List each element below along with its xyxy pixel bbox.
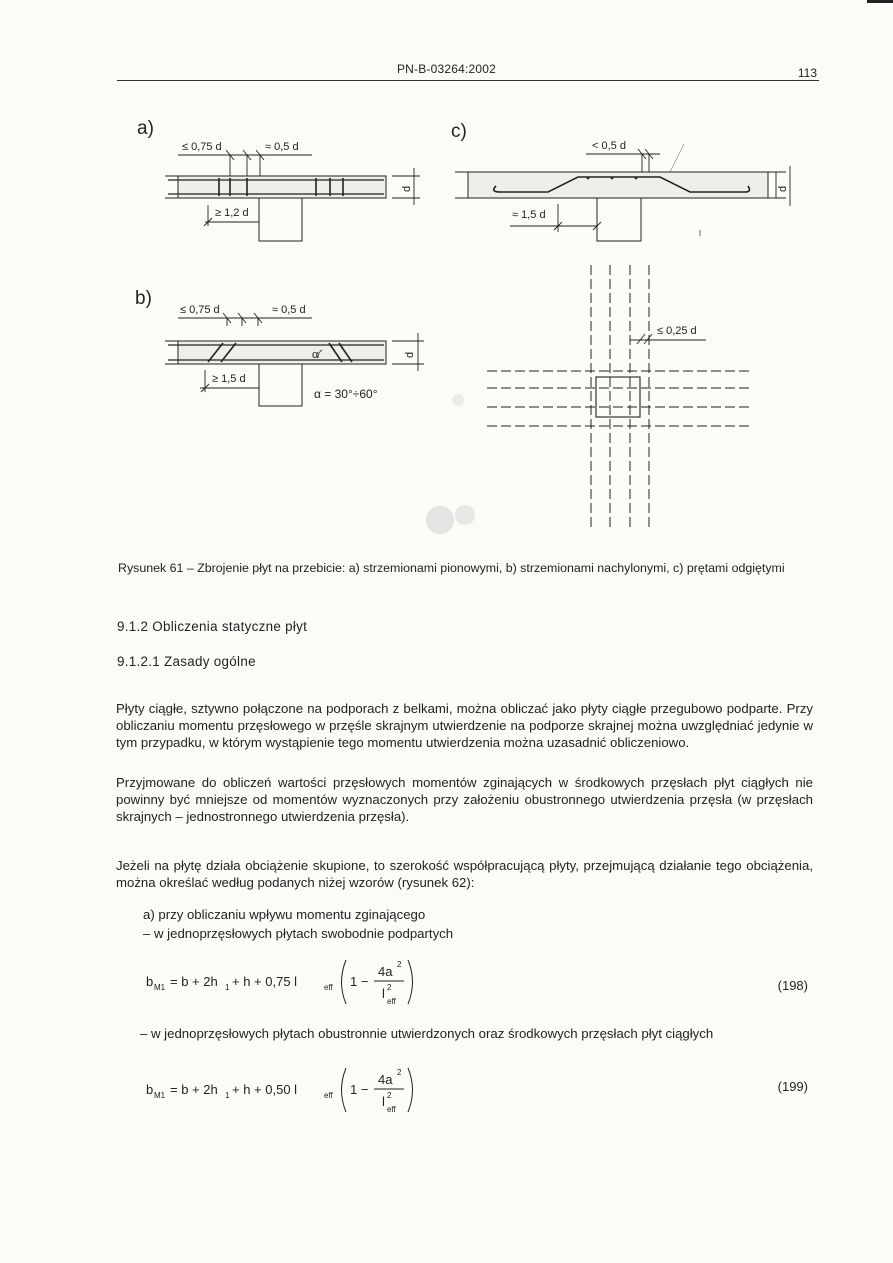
formula-198-num-sup: 2 (397, 960, 402, 969)
formula-198-den: l (382, 986, 385, 1001)
formula-199-rhs: = b + 2h (170, 1082, 218, 1097)
formula-199-mid: + h + 0,50 l (232, 1082, 298, 1097)
panel-a-label: a) (137, 118, 154, 139)
panel-a-dim-depth: d (401, 185, 413, 192)
panel-c-dim-plan: ≤ 0,25 d (657, 325, 697, 337)
panel-c (451, 121, 790, 241)
formula-198-num: 4a (378, 964, 393, 979)
panel-c-label: c) (451, 121, 467, 142)
panel-c-dim-bend: ≈ 1,5 d (512, 209, 546, 221)
formula-199-den: l (382, 1094, 385, 1109)
formula-198-one-minus: 1 − (350, 974, 369, 989)
formula-199 (146, 1060, 466, 1120)
formula-199-num-sup: 2 (397, 1068, 402, 1077)
paragraph-3: Jeżeli na płytę działa obciążenie skupione, to szerokość współpracującą płyty, przejmującą działanie tego obciążenia, można określać według podanych niżej wzorów (rysunek 62): (116, 858, 813, 890)
panel-c-dim-depth: d (777, 185, 789, 192)
list-item-a: a) przy obliczaniu wpływu momentu zginającego (143, 907, 426, 922)
equation-number-198: (198) (777, 978, 808, 993)
panel-b-dim-depth: d (404, 351, 416, 358)
formula-199-den-sup: 2 (387, 1091, 392, 1100)
formula-198 (146, 952, 466, 1012)
formula-198-rhs: = b + 2h (170, 974, 218, 989)
panel-b-dim-half: ≈ 0,5 d (272, 304, 306, 316)
formula-199-den-sub: eff (387, 1105, 396, 1114)
panel-a-dim-spacing: ≤ 0,75 d (182, 141, 222, 153)
list-item-case-2: – w jednoprzęsłowych płytach obustronnie utwierdzonych oraz środkowych przęsłach płyt ciągłych (140, 1026, 714, 1041)
panel-c-plan (487, 265, 750, 528)
formula-199-h-sub: 1 (225, 1091, 230, 1100)
equation-number-199: (199) (777, 1079, 808, 1094)
list-item-case-1: – w jednoprzęsłowych płytach swobodnie podpartych (143, 926, 454, 941)
figure-caption: Rysunek 61 – Zbrojenie płyt na przebicie: a) strzemionami pionowymi, b) strzemionami nachylonymi, c) prętami odgiętymi (118, 561, 785, 575)
formula-199-l-sub: eff (324, 1091, 333, 1100)
formula-198-h-sub: 1 (225, 983, 230, 992)
formula-198-den-sup: 2 (387, 983, 392, 992)
figure-61-drawings (0, 0, 893, 600)
header-standard-code: PN-B-03264:2002 (396, 62, 497, 76)
panel-b-dim-support: ≥ 1,5 d (212, 373, 246, 385)
panel-a (137, 118, 420, 241)
page-number: 113 (797, 66, 817, 80)
panel-a-dim-half: ≈ 0,5 d (265, 141, 299, 153)
formula-198-den-sub: eff (387, 997, 396, 1006)
panel-b-label: b) (135, 288, 152, 309)
panel-c-dim-top: < 0,5 d (592, 140, 626, 152)
formula-198-mid: + h + 0,75 l (232, 974, 298, 989)
panel-a-dim-support: ≥ 1,2 d (215, 207, 249, 219)
panel-b-angle-symbol: α (312, 349, 319, 361)
scan-noise (426, 394, 475, 534)
formula-198-l-sub: eff (324, 983, 333, 992)
formula-199-one-minus: 1 − (350, 1082, 369, 1097)
panel-b (135, 288, 424, 406)
formula-199-lhs-sub: M1 (154, 1091, 166, 1100)
panel-b-angle-range: α = 30°÷60° (314, 387, 378, 401)
paragraph-2: Przyjmowane do obliczeń wartości przęsłowych momentów zginających w środkowych przęsłach płyt ciągłych nie powinny być mniejsze od momentów wyznaczonych przy założeniu obustronnego utwierdzenia przęsła (w przęsłach skrajnych – jednostronnego utwierdzenia przęsła). (116, 775, 813, 824)
panel-b-dim-spacing: ≤ 0,75 d (180, 304, 220, 316)
formula-198-lhs: b (146, 974, 154, 989)
section-heading-9121: 9.1.2.1 Zasady ogólne (117, 654, 256, 669)
formula-198-lhs-sub: M1 (154, 983, 166, 992)
paragraph-1: Płyty ciągłe, sztywno połączone na podporach z belkami, można obliczać jako płyty ciągłe przegubowo podparte. Przy obliczaniu momentu przęsłowego w przęśle skrajnym utwierdzenie na podporze skrajnej można uwzględniać jedynie w tym przypadku, w którym wystąpienie tego momentu utwierdzenia można uzasadnić obliczeniowo. (116, 701, 813, 750)
formula-199-lhs: b (146, 1082, 154, 1097)
formula-199-num: 4a (378, 1072, 393, 1087)
section-heading-912: 9.1.2 Obliczenia statyczne płyt (117, 619, 308, 634)
